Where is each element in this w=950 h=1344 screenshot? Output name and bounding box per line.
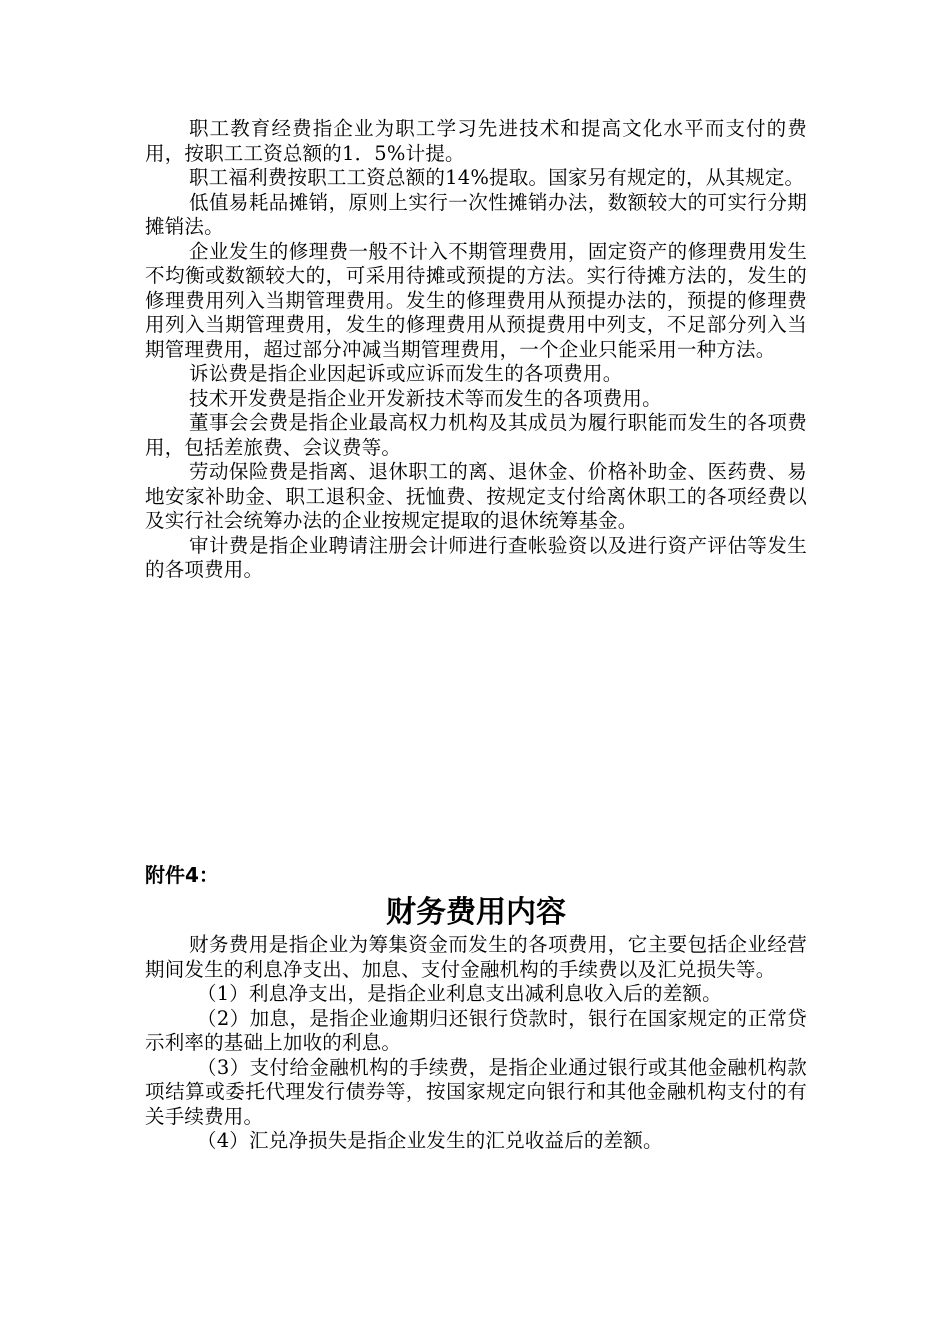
paragraph-audit-fee: 审计费是指企业聘请注册会计师进行查帐验资以及进行资产评估等发生的各项费用。: [145, 533, 807, 581]
paragraph-litigation-fee: 诉讼费是指企业因起诉或应诉而发生的各项费用。: [189, 362, 623, 385]
management-expense-section: [145, 117, 807, 583]
paragraph-labor-insurance-fee: 劳动保险费是指离、退休职工的离、退休金、价格补助金、医药费、易地安家补助金、职工退积金、抚恤费、按规定支付给离休职工的各项经费以及实行社会统筹办法的企业按规定提取的退休统筹基金。: [145, 460, 807, 532]
paragraph-financial-intro: 财务费用是指企业为筹集资金而发生的各项费用，它主要包括企业经营期间发生的利息净支出、加息、支付金融机构的手续费以及汇兑损失等。: [145, 933, 807, 981]
paragraph-board-meeting-fee: 董事会会费是指企业最高权力机构及其成员为履行职能而发生的各项费用，包括差旅费、会议费等。: [145, 411, 807, 459]
paragraph-welfare-fund: 职工福利费按职工工资总额的14%提取。国家另有规定的，从其规定。: [189, 166, 805, 189]
attachment-label: 附件4：: [145, 863, 219, 887]
list-item-interest: （1）利息净支出，是指企业利息支出减利息收入后的差额。: [197, 982, 722, 1005]
list-item-extra-interest: （2）加息，是指企业逾期归还银行贷款时，银行在国家规定的正常贷示利率的基础上加收的利息。: [145, 1006, 807, 1054]
paragraph-repair-cost: 企业发生的修理费一般不计入不期管理费用，固定资产的修理费用发生不均衡或数额较大的，可采用待摊或预提的方法。实行待摊方法的，发生的修理费用列入当期管理费用。发生的修理费用从预提办法的，预提的修理费用列入当期管理费用，发生的修理费用从预提费用中列支，不足部分列入当期管理费用，超过部分冲减当期管理费用，一个企业只能采用一种方法。: [145, 239, 807, 361]
paragraph-education-fund: 职工教育经费指企业为职工学习先进技术和提高文化水平而支付的费用，按职工工资总额的1．5%计提。: [145, 117, 807, 165]
list-item-exchange-loss: （4）汇兑净损失是指企业发生的汇兑收益后的差额。: [197, 1129, 663, 1152]
paragraph-tech-development-fee: 技术开发费是指企业开发新技术等而发生的各项费用。: [189, 386, 662, 410]
section-title: 财务费用内容: [386, 895, 566, 930]
list-item-handling-fee: （3）支付给金融机构的手续费，是指企业通过银行或其他金融机构款项结算或委托代理发行债券等，按国家规定向银行和其他金融机构支付的有关手续费用。: [145, 1055, 807, 1128]
paragraph-low-value-consumables: 低值易耗品摊销，原则上实行一次性摊销办法，数额较大的可实行分期摊销法。: [145, 190, 807, 238]
financial-expense-section: [145, 933, 807, 1154]
